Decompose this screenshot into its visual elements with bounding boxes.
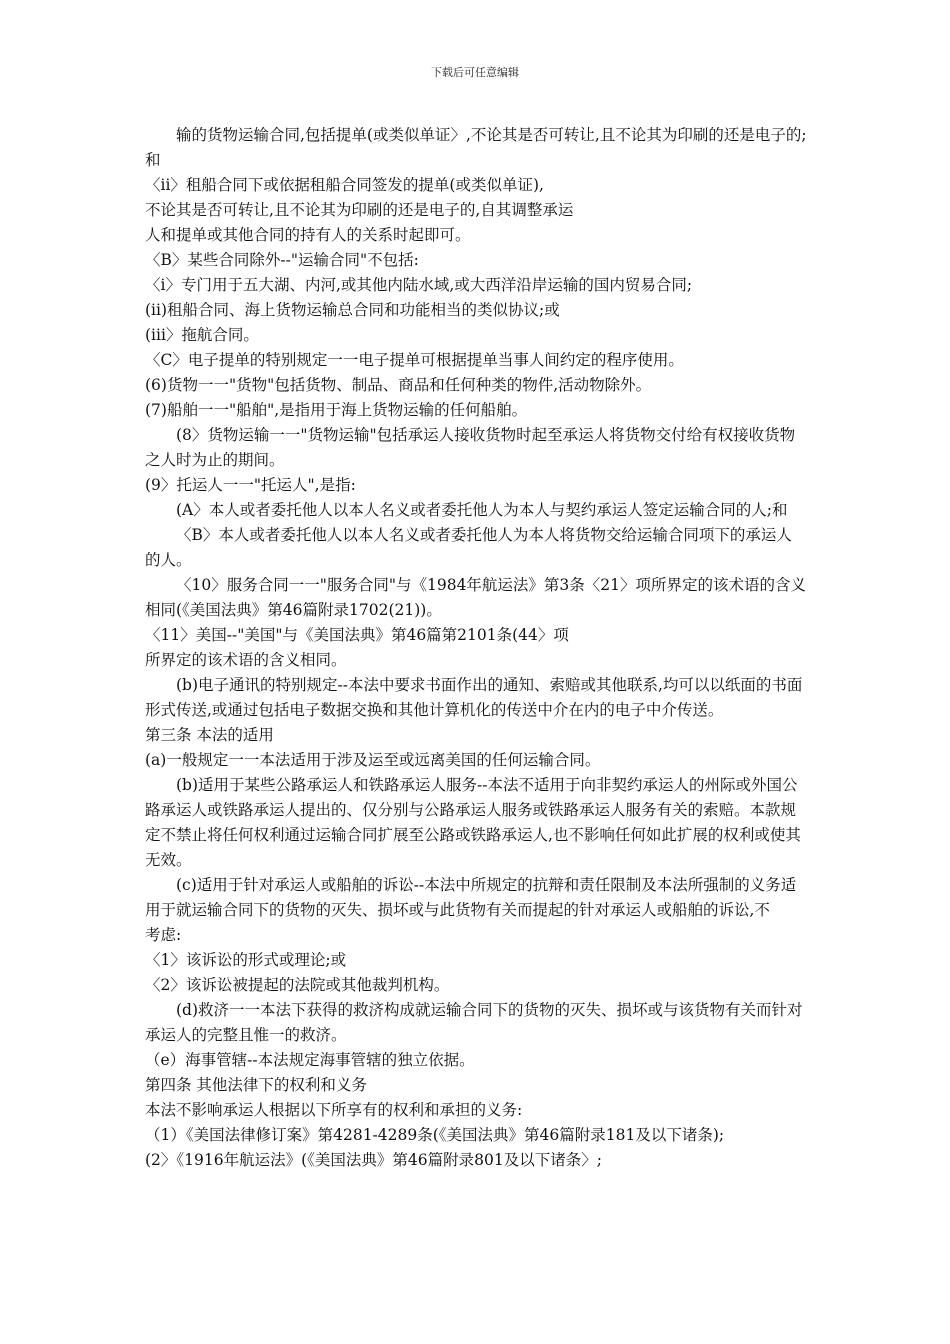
paragraph: 第四条 其他法律下的权利和义务 xyxy=(145,1076,367,1094)
paragraph: 本法不影响承运人根据以下所享有的权利和承担的义务: xyxy=(145,1101,523,1119)
paragraph: (6)货物一一"货物"包括货物、制品、商品和任何种类的物件,活动物除外。 xyxy=(145,376,652,394)
paragraph: (2〉《1916年航运法》(《美国法典》第46篇附录801及以下诸条〉; xyxy=(145,1151,602,1169)
document-body xyxy=(145,123,807,1173)
paragraph: （e）海事管辖--本法规定海事管辖的独立依据。 xyxy=(145,1051,475,1069)
paragraph: 〈B〉本人或者委托他人以本人名义或者委托他人为本人将货物交给运输合同项下的承运人的人。 xyxy=(145,526,792,569)
page-header: 下载后可任意编辑 xyxy=(431,66,519,79)
paragraph: 输的货物运输合同,包括提单(或类似单证〉,不论其是否可转让,且不论其为印刷的还是电子的;和 xyxy=(145,126,807,169)
paragraph: 考虑: xyxy=(145,926,182,944)
paragraph: (A〉本人或者委托他人以本人名义或者委托他人为本人与契约承运人签定运输合同的人;和 xyxy=(176,501,788,519)
paragraph: (iii〉拖航合同。 xyxy=(145,326,259,344)
paragraph: (d)救济一一本法下获得的救济构成就运输合同下的货物的灭失、损坏或与该货物有关而针对承运人的完整且惟一的救济。 xyxy=(145,1001,803,1044)
paragraph: 〈10〉服务合同一一"服务合同"与《1984年航运法》第3条〈21〉项所界定的该术语的含义相同(《美国法典》第46篇附录1702(21))。 xyxy=(145,576,807,619)
paragraph: 〈1〉该诉讼的形式或理论;或 xyxy=(145,951,347,969)
paragraph: (9〉托运人一一"托运人",是指: xyxy=(145,476,356,494)
paragraph: 所界定的该术语的含义相同。 xyxy=(145,651,347,669)
paragraph: 不论其是否可转让,且不论其为印刷的还是电子的,自其调整承运 xyxy=(145,201,574,219)
paragraph: 〈ii〉租船合同下或依据租船合同签发的提单(或类似单证), xyxy=(145,176,544,194)
paragraph: (7)船舶一一"船舶",是指用于海上货物运输的任何船舶。 xyxy=(145,401,528,419)
paragraph: (a)一般规定一一本法适用于涉及运至或远离美国的任何运输合同。 xyxy=(145,751,601,769)
paragraph: (8〉货物运输一一"货物运输"包括承运人接收货物时起至承运人将货物交付给有权接收货物之人时为止的期间。 xyxy=(145,426,796,469)
paragraph: 〈11〉美国--"美国"与《美国法典》第46篇第2101条(44〉项 xyxy=(145,626,569,644)
paragraph: 〈2〉该诉讼被提起的法院或其他裁判机构。 xyxy=(145,976,450,994)
paragraph: (b)电子通讯的特别规定--本法中要求书面作出的通知、索赔或其他联系,均可以以纸面的书面形式传送,或通过包括电子数据交换和其他计算机化的传送中介在内的电子中介传送。 xyxy=(145,676,803,719)
paragraph: (b)适用于某些公路承运人和铁路承运人服务--本法不适用于向非契约承运人的州际或外国公路承运人或铁路承运人提出的、仅分别与公路承运人服务或铁路承运人服务有关的索赔。本款规定不禁止将任何权利通过运输合同扩展至公路或铁路承运人,也不影响任何如此扩展的权利或使其无效。 xyxy=(145,776,801,869)
paragraph: 〈B〉某些合同除外--"运输合同"不包括: xyxy=(145,251,419,269)
paragraph: 人和提单或其他合同的持有人的关系时起即可。 xyxy=(145,226,471,244)
paragraph: (c)适用于针对承运人或船舶的诉讼--本法中所规定的抗辩和责任限制及本法所强制的义务适用于就运输合同下的货物的灭失、损坏或与此货物有关而提起的针对承运人或船舶的诉讼,不 xyxy=(145,876,797,919)
paragraph: (ii)租船合同、海上货物运输总合同和功能相当的类似协议;或 xyxy=(145,301,560,319)
paragraph: 〈i〉专门用于五大湖、内河,或其他内陆水域,或大西洋沿岸运输的国内贸易合同; xyxy=(145,276,693,294)
paragraph: （1）《美国法律修订案》第4281-4289条(《美国法典》第46篇附录181及以下诸条); xyxy=(145,1126,725,1144)
paragraph: 〈C〉电子提单的特别规定一一电子提单可根据提单当事人间约定的程序使用。 xyxy=(145,351,684,369)
paragraph: 第三条 本法的适用 xyxy=(145,726,274,744)
